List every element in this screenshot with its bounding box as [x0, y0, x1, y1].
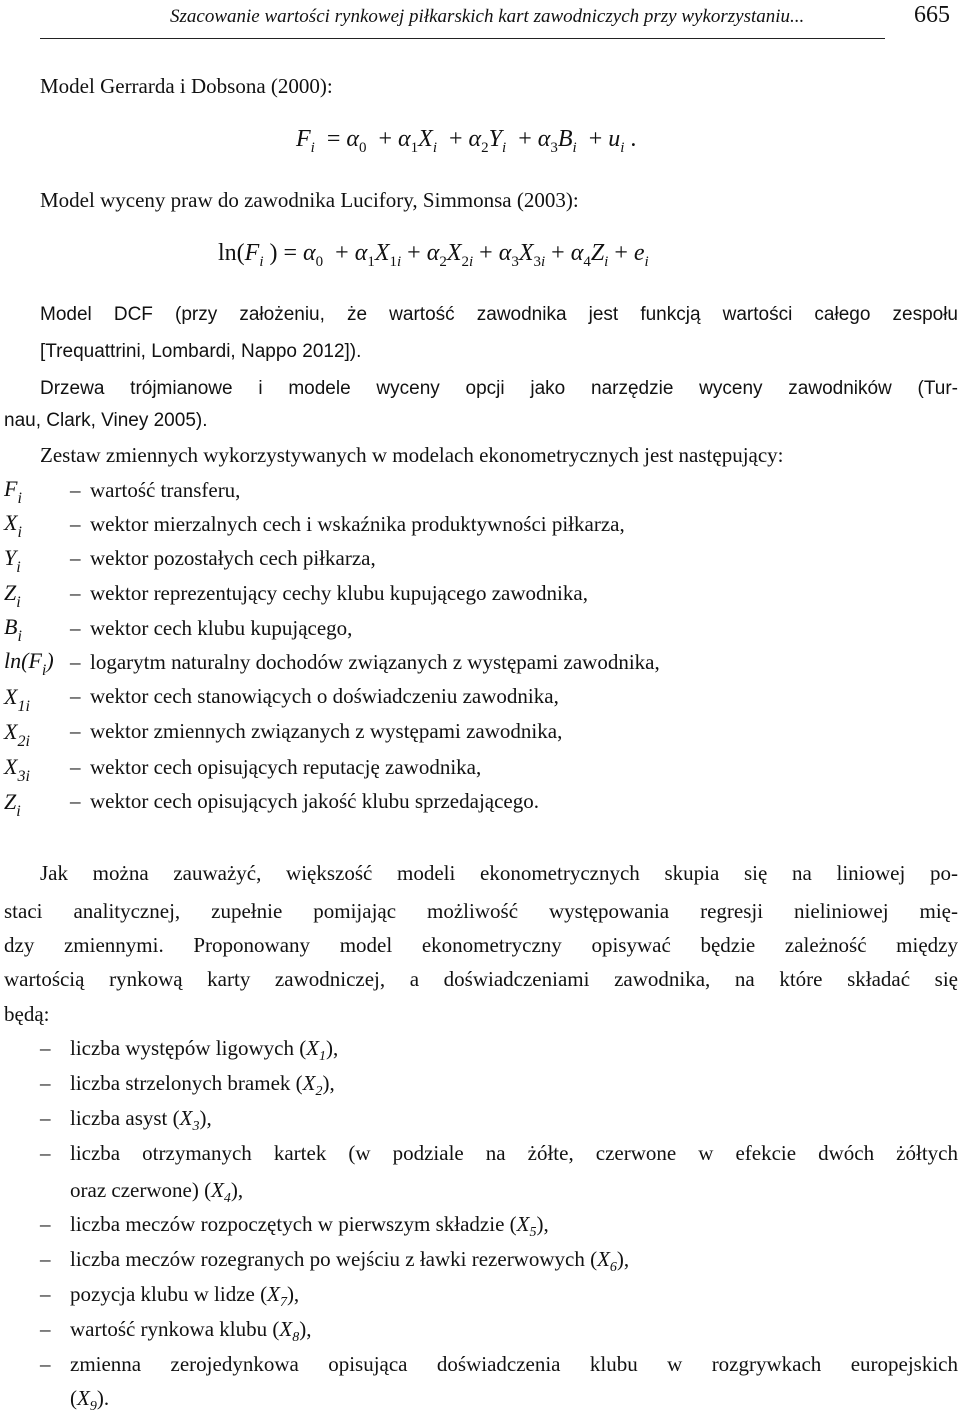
list-item: liczba meczów rozpoczętych w pierwszym składzie $(X_5)$, — [70, 1212, 549, 1240]
list-item: zmienna zerojedynkowa opisująca doświadczenia klubu w rozgrywkach europejskich — [70, 1352, 958, 1376]
paragraph-line: Jak można zauważyć, większość modeli ekonometrycznych skupia się na liniowej po- — [40, 861, 958, 885]
formula-lucifora-simmons: $\ln(F_i$ ) = $\alpha_0 + \alpha_1X_{1i} + \alpha_2X_{2i} + \alpha_3X_{3i} + \alpha_4Z_i + e_i$ — [218, 240, 649, 270]
var-description: – wektor zmiennych związanych z występami zawodnika, — [70, 719, 563, 743]
model-ls-title: Model wyceny praw do zawodnika Lucifory, Simmonsa (2003): — [40, 188, 579, 212]
list-item: liczba asyst $(X_3)$, — [70, 1106, 212, 1134]
var-description: – wektor cech opisujących reputację zawodnika, — [70, 755, 482, 779]
var-symbol: $F_i$ — [4, 476, 22, 507]
var-symbol: $Z_i$ — [4, 789, 21, 820]
var-description: – wektor cech klubu kupującego, — [70, 616, 353, 640]
var-description: – wektor cech stanowiących o doświadczeniu zawodnika, — [70, 684, 559, 708]
list-item: pozycja klubu w lidze $(X_7)$, — [70, 1282, 300, 1310]
list-dash: – — [40, 1106, 51, 1130]
paragraph-line: staci analitycznej, zupełnie pomijając możliwość występowania regresji nieliniowej mię- — [4, 899, 958, 923]
list-item: liczba meczów rozegranych po wejściu z ławki rezerwowych $(X_6)$, — [70, 1247, 630, 1275]
var-description: – wektor mierzalnych cech i wskaźnika produktywności piłkarza, — [70, 512, 625, 536]
running-header — [40, 0, 885, 39]
list-dash: – — [40, 1212, 51, 1236]
var-description: – wektor pozostałych cech piłkarza, — [70, 546, 376, 570]
list-dash: – — [40, 1247, 51, 1271]
paragraph-line: będą: — [4, 1002, 50, 1026]
var-description: – wektor reprezentujący cechy klubu kupującego zawodnika, — [70, 581, 588, 605]
formula-gerrard-dobson: $F_i = \alpha_0 + \alpha_1X_i + \alpha_2Y_i + \alpha_3B_i + u_i$ . — [296, 126, 637, 156]
dcf-line-2: [Trequattrini, Lombardi, Nappo 2012]). — [40, 341, 362, 362]
list-item-continuation: oraz czerwone) $(X_4)$, — [70, 1178, 244, 1206]
page-number: 665 — [914, 2, 950, 28]
trees-line-2: nau, Clark, Viney 2005). — [4, 410, 208, 431]
var-symbol: $Y_i$ — [4, 545, 21, 576]
var-symbol: $Z_i$ — [4, 580, 21, 611]
trees-line-1: Drzewa trójmianowe i modele wyceny opcji jako narzędzie wyceny zawodników (Tur- — [40, 378, 958, 399]
list-dash: – — [40, 1352, 51, 1376]
list-dash: – — [40, 1282, 51, 1306]
var-symbol: $X_i$ — [4, 510, 22, 541]
model-gd-title: Model Gerrarda i Dobsona (2000): — [40, 74, 333, 98]
var-symbol: $\ln(F_i)$ — [4, 648, 54, 679]
paragraph-line: wartością rynkową karty zawodniczej, a doświadczeniami zawodnika, na które składać się — [4, 967, 958, 991]
paragraph-line: dzy zmiennymi. Proponowany model ekonometryczny opisywać będzie zależność między — [4, 933, 958, 957]
list-dash: – — [40, 1071, 51, 1095]
list-item: liczba strzelonych bramek $(X_2)$, — [70, 1071, 335, 1099]
list-item: liczba występów ligowych $(X_1)$, — [70, 1036, 339, 1064]
list-item: liczba otrzymanych kartek (w podziale na żółte, czerwone w efekcie dwóch żółtych — [70, 1141, 958, 1165]
var-symbol: $X_{2i}$ — [4, 719, 30, 750]
var-symbol: $X_{3i}$ — [4, 754, 30, 785]
var-description: – logarytm naturalny dochodów związanych z występami zawodnika, — [70, 650, 660, 674]
var-symbol: $B_i$ — [4, 614, 22, 645]
running-title: Szacowanie wartości rynkowej piłkarskich kart zawodniczych przy wykorzystaniu... — [170, 6, 805, 27]
var-symbol: $X_{1i}$ — [4, 684, 30, 715]
var-description: – wartość transferu, — [70, 478, 241, 502]
var-description: – wektor cech opisujących jakość klubu sprzedającego. — [70, 789, 539, 813]
list-dash: – — [40, 1141, 51, 1165]
variables-intro: Zestaw zmiennych wykorzystywanych w modelach ekonometrycznych jest następujący: — [40, 443, 784, 467]
dcf-line-1: Model DCF (przy założeniu, że wartość zawodnika jest funkcją wartości całego zespołu — [40, 304, 958, 325]
list-dash: – — [40, 1317, 51, 1341]
list-item-continuation: $(X_9)$. — [70, 1386, 110, 1414]
list-item: wartość rynkowa klubu $(X_8)$, — [70, 1317, 312, 1345]
list-dash: – — [40, 1036, 51, 1060]
